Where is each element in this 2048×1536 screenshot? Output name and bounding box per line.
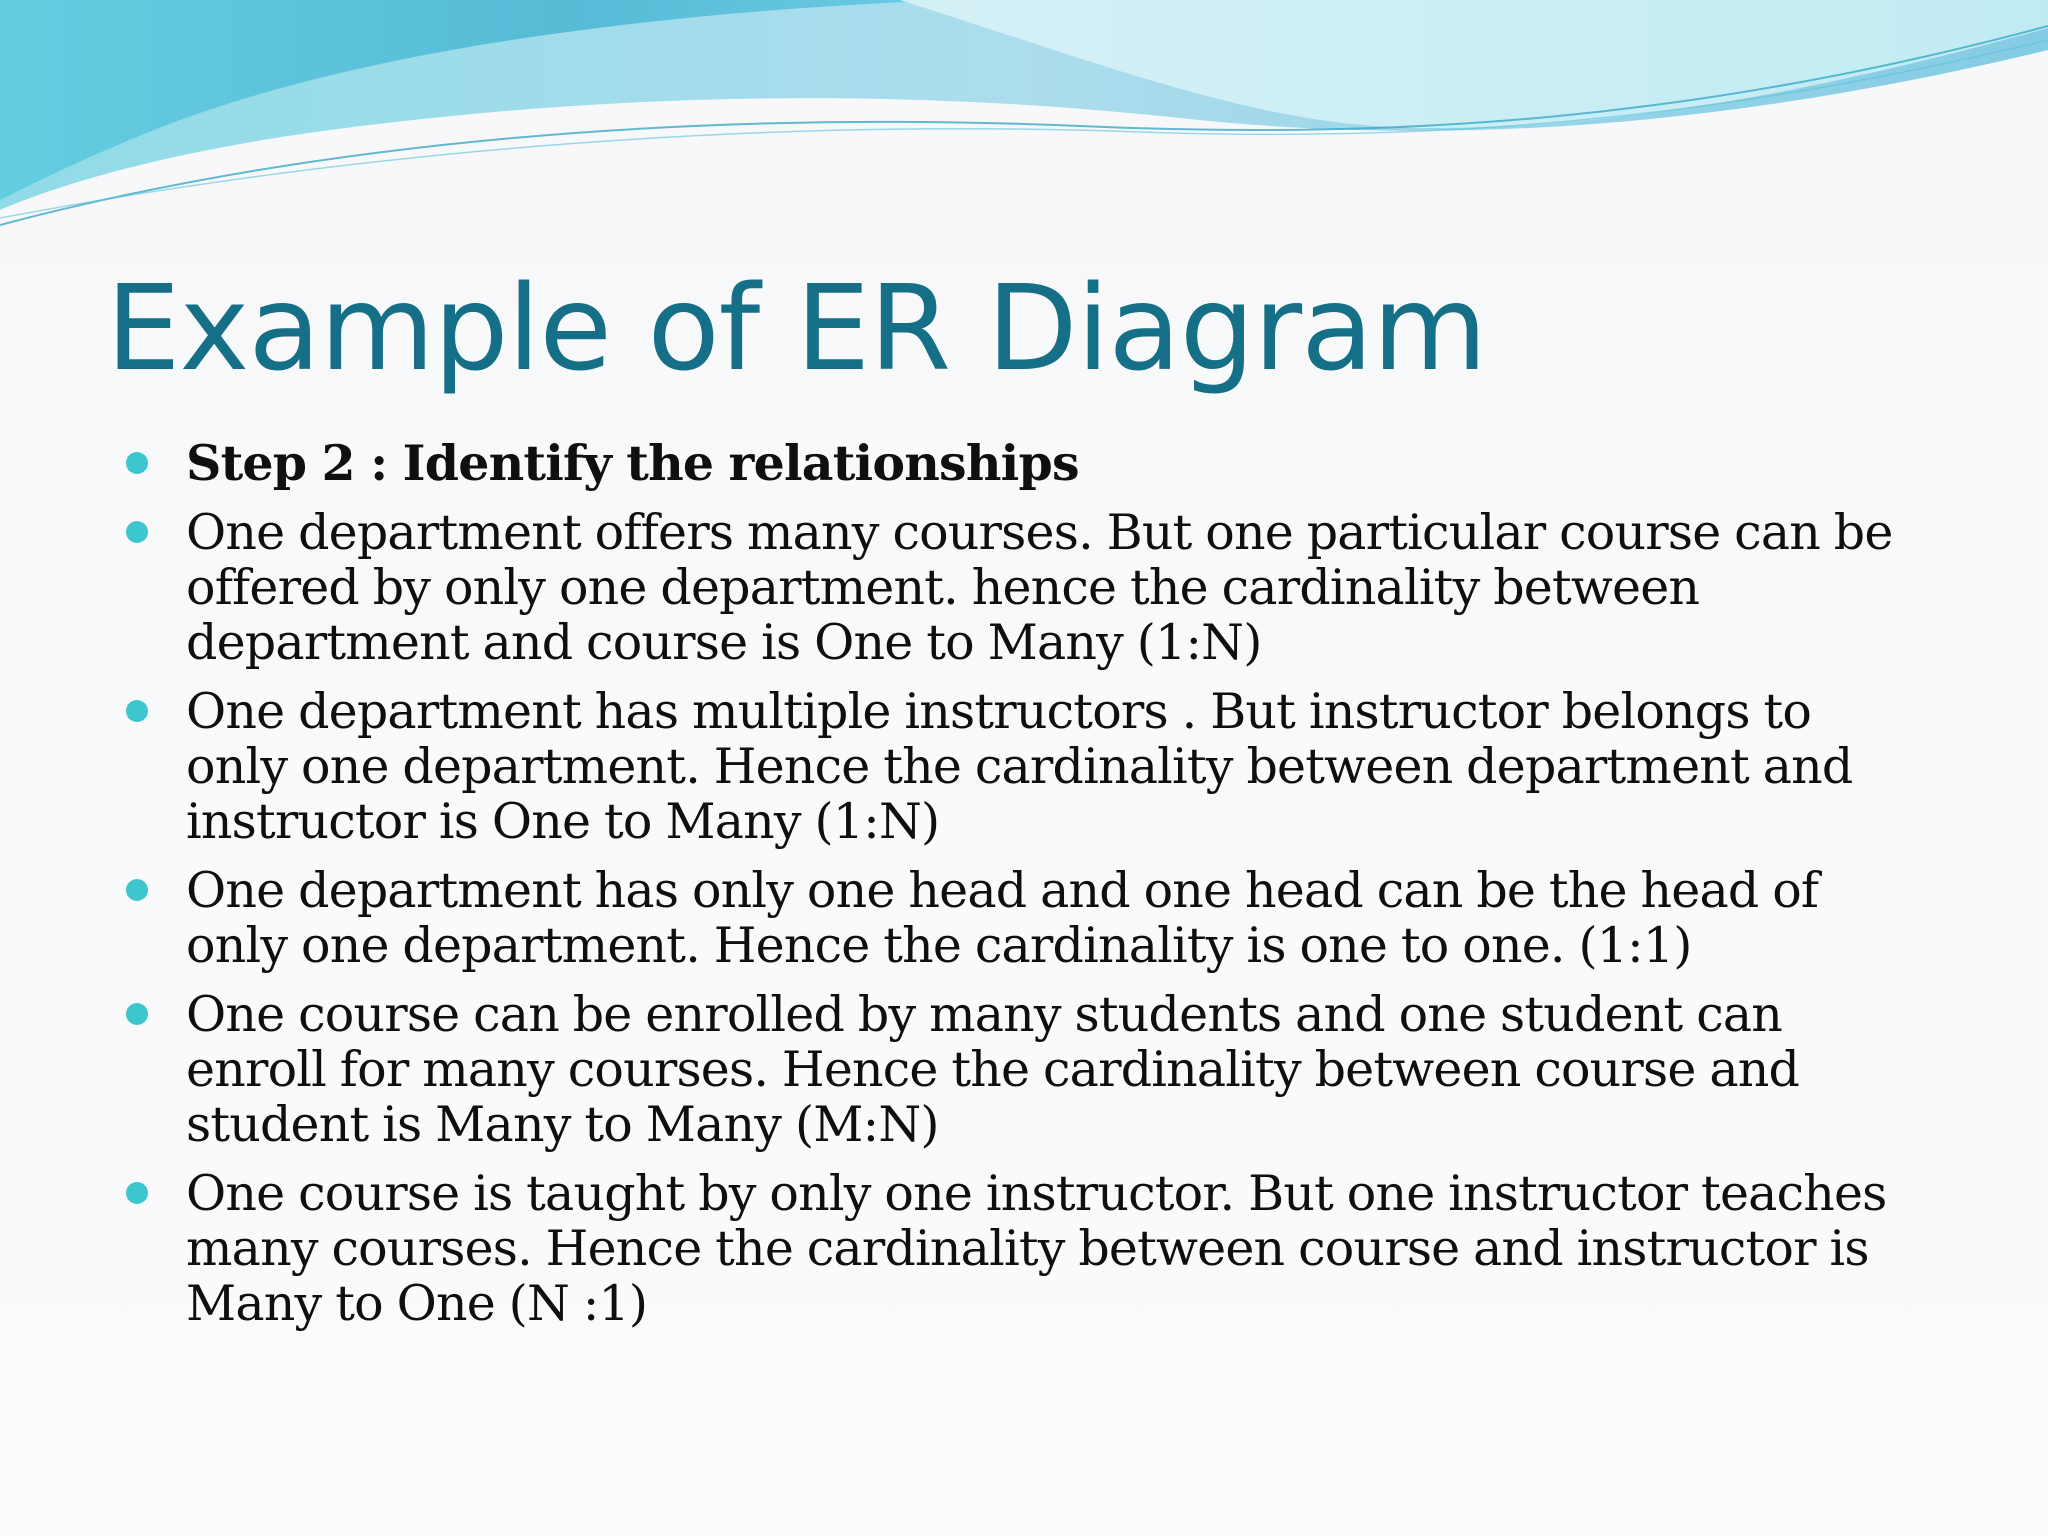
bullet-text: One department offers many courses. But one particular course can be offered by only one department. hence the cardinality between department and course is One to Many (1:N) [186, 504, 1893, 671]
bullet-list [126, 436, 1926, 1345]
bullet-dot-icon [126, 1003, 148, 1025]
bullet-text: Step 2 : Identify the relationships [186, 434, 1079, 492]
bullet-text: One department has multiple instructors . But instructor belongs to only one department. Hence the cardinality between department and instructor is One to Many (1:N) [186, 683, 1853, 850]
bullet-dot-icon [126, 879, 148, 901]
bullet-item-course-student [126, 987, 1926, 1152]
bullet-text: One course is taught by only one instructor. But one instructor teaches many courses. Hence the cardinality between course and instructor is Many to One (N :1) [186, 1165, 1887, 1332]
bullet-item-department-instructor [126, 684, 1926, 849]
bullet-dot-icon [126, 1182, 148, 1204]
bullet-item-department-course [126, 505, 1926, 670]
header-wave-decoration [0, 0, 2048, 240]
bullet-item-step [126, 436, 1926, 491]
bullet-dot-icon [126, 700, 148, 722]
bullet-dot-icon [126, 521, 148, 543]
bullet-item-course-instructor [126, 1166, 1926, 1331]
bullet-item-department-head [126, 863, 1926, 973]
bullet-dot-icon [126, 452, 148, 474]
slide-title: Example of ER Diagram [106, 259, 1487, 397]
bullet-text: One department has only one head and one head can be the head of only one department. Hence the cardinality is one to one. (1:1) [186, 862, 1819, 974]
bullet-text: One course can be enrolled by many students and one student can enroll for many courses. Hence the cardinality between course and student is Many to Many (M:N) [186, 986, 1800, 1153]
